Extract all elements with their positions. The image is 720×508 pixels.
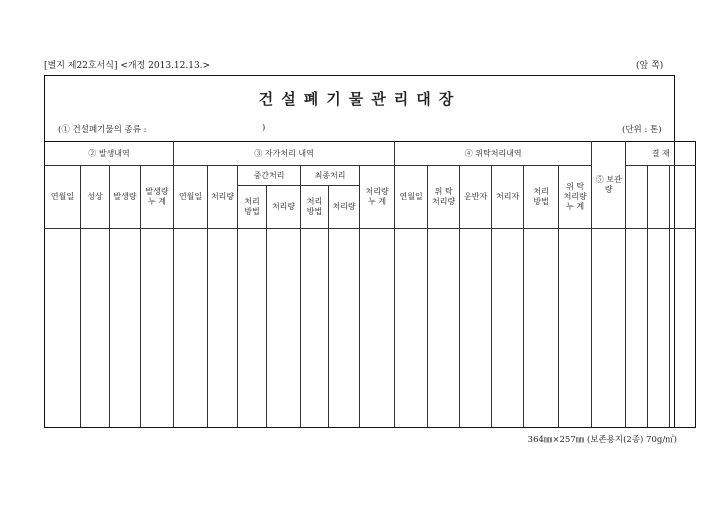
table-cell[interactable] — [428, 229, 460, 428]
mid-method-header: 처리 방법 — [238, 186, 267, 229]
waste-type-close: ) — [262, 123, 266, 133]
table-cell[interactable] — [141, 229, 174, 428]
table-cell[interactable] — [301, 229, 329, 428]
table-cell[interactable] — [524, 229, 559, 428]
approval-cell-3 — [670, 166, 696, 229]
table-cell[interactable] — [360, 229, 395, 428]
table-cell[interactable] — [395, 229, 428, 428]
gen-date-header: 연월일 — [45, 166, 81, 229]
self-cumulative-header: 처리량 누 계 — [360, 166, 395, 229]
con-transporter-header: 운반자 — [460, 166, 492, 229]
table-cell[interactable] — [460, 229, 492, 428]
self-treatment-group-header: ③ 자가처리 내역 — [174, 142, 395, 166]
fin-amount-header: 처리량 — [329, 186, 360, 229]
table-cell[interactable] — [208, 229, 238, 428]
approval-cell-2 — [648, 166, 670, 229]
self-amount-header: 처리량 — [208, 166, 238, 229]
con-method-header: 처리 방법 — [524, 166, 559, 229]
table-cell[interactable] — [626, 229, 648, 428]
final-treatment-header: 최종처리 — [301, 166, 360, 186]
con-cumulative-header: 위 탁 처리량 누 계 — [559, 166, 592, 229]
con-amount-header: 위 탁 처리량 — [428, 166, 460, 229]
table-cell[interactable] — [174, 229, 208, 428]
gen-cumulative-header: 발생량 누 계 — [141, 166, 174, 229]
table-cell[interactable] — [329, 229, 360, 428]
management-ledger-table — [44, 141, 696, 428]
page-side-label: (앞 쪽) — [636, 61, 664, 71]
intermediate-treatment-header: 중간처리 — [238, 166, 301, 186]
table-cell[interactable] — [110, 229, 141, 428]
table-cell[interactable] — [45, 229, 81, 428]
fin-method-header: 처리 방법 — [301, 186, 329, 229]
table-cell[interactable] — [492, 229, 524, 428]
waste-type-label: (① 건설폐기물의 종류 : — [58, 125, 147, 135]
generation-group-header: ② 발생내역 — [45, 142, 174, 166]
con-date-header: 연월일 — [395, 166, 428, 229]
table-cell[interactable] — [559, 229, 592, 428]
form-number-label: [별지 제22호서식] <개정 2013.12.13.> — [44, 61, 211, 71]
consigned-group-header: ④ 위탁처리내역 — [395, 142, 592, 166]
table-cell[interactable] — [592, 229, 626, 428]
gen-nature-header: 성상 — [81, 166, 110, 229]
table-cell[interactable] — [670, 229, 696, 428]
storage-amount-header: ⑤ 보관량 — [592, 142, 626, 229]
self-date-header: 연월일 — [174, 166, 208, 229]
approval-header: 결 재 — [626, 142, 696, 166]
con-processor-header: 처리자 — [492, 166, 524, 229]
page-title: 건설폐기물관리대장 — [258, 90, 462, 108]
mid-amount-header: 처리량 — [267, 186, 301, 229]
table-cell[interactable] — [81, 229, 110, 428]
table-cell[interactable] — [238, 229, 267, 428]
approval-cell-1 — [626, 166, 648, 229]
paper-spec-footer: 364㎜×257㎜ (보존용지(2종) 70g/㎡) — [527, 435, 677, 445]
gen-amount-header: 발생량 — [110, 166, 141, 229]
unit-label: (단위 : 톤) — [622, 125, 662, 135]
table-cell[interactable] — [648, 229, 670, 428]
table-cell[interactable] — [267, 229, 301, 428]
